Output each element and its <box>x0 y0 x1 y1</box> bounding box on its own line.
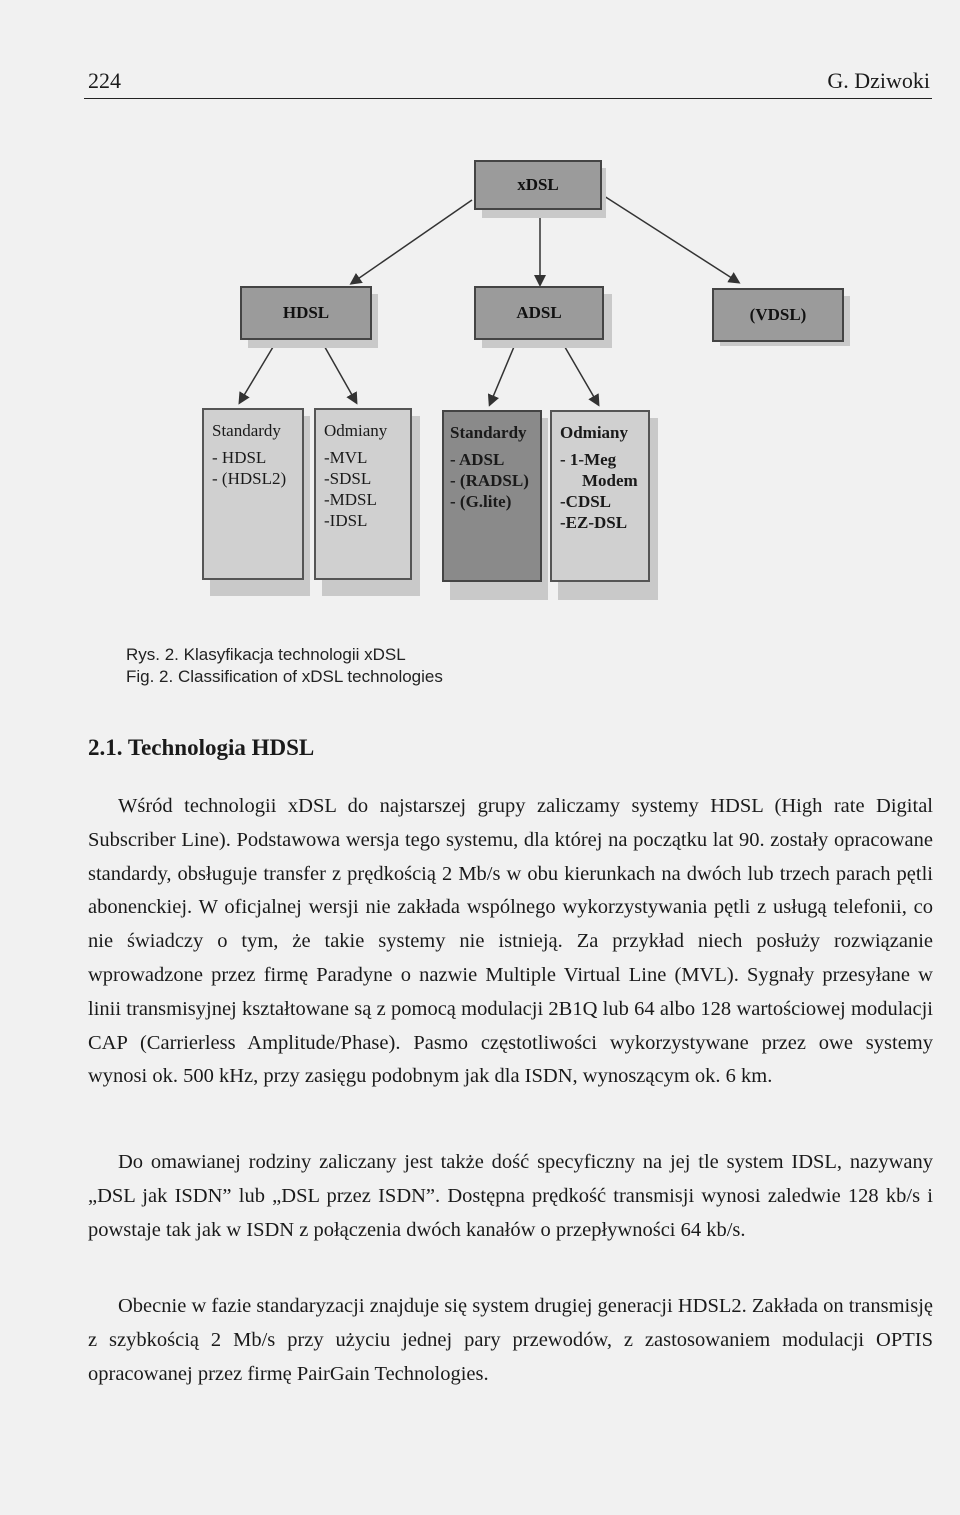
box-item: -MDSL <box>324 490 377 509</box>
box-title: Standardy <box>450 423 527 442</box>
box-item: - (HDSL2) <box>212 469 287 488</box>
box-title: Standardy <box>212 421 281 440</box>
body-paragraph-1 <box>88 790 933 1094</box>
body-paragraph-3 <box>88 1290 933 1391</box>
box-vdsl: (VDSL) <box>712 288 844 342</box>
box-item: -EZ-DSL <box>560 513 628 532</box>
box-item: - 1-Meg <box>560 450 617 469</box>
connector-xdsl-vdsl <box>604 196 738 282</box>
box-item: -IDSL <box>324 511 368 530</box>
body-paragraph-2 <box>88 1146 933 1247</box>
box-item: - (G.lite) <box>450 492 512 511</box>
box-item: - (RADSL) <box>450 471 529 490</box>
box-item: - HDSL <box>212 448 267 467</box>
paragraph-text: Obecnie w fazie standaryzacji znajduje się system drugiej generacji HDSL2. Zakłada on transmisję z szybkością 2 Mb/s przy użyciu jednej pary przewodów, z zastosowaniem modulacji OPTIS opracowanej przez firmę PairGain Technologies. <box>88 1295 933 1385</box>
connector-adsl-standards <box>490 342 516 404</box>
box-item: Modem <box>582 471 638 490</box>
page-number: 224 <box>88 68 121 93</box>
xdsl-classification-diagram <box>0 0 960 620</box>
figure-caption-pl: Rys. 2. Klasyfikacja technologii xDSL <box>126 645 406 664</box>
connector-adsl-variants <box>562 342 598 404</box>
root-box-xdsl: xDSL <box>474 160 602 210</box>
running-header-author: G. Dziwoki <box>827 68 930 93</box>
box-title: Odmiany <box>560 423 629 442</box>
box-item: - ADSL <box>450 450 505 469</box>
box-item: -SDSL <box>324 469 372 488</box>
box-adsl: ADSL <box>474 286 604 340</box>
box-item: -CDSL <box>560 492 612 511</box>
box-hdsl: HDSL <box>240 286 372 340</box>
paragraph-text: Wśród technologii xDSL do najstarszej grupy zaliczamy systemy HDSL (High rate Digital Subscriber Line). Podstawowa wersja tego systemu, dla której na początku lat 90. zostały opracowane standardy, obsługuje transfer z prędkością 2 Mb/s w obu kierunkach na dwóch lub trzech parach pętli abonenckiej. W oficjalnej wersji nie zakłada wspólnego wykorzystywania pętli z usługą telefonii, co nie świadczy o tym, że takie systemy nie istnieją. Za przykład niech posłuży rozwiązanie wprowadzone przez firmę Paradyne o nazwie Multiple Virtual Line (MVL). Sygnały przesyłane w linii transmisyjnej kształtowane są z pomocą modulacji 2B1Q lub 64 albo 128 wartościowej modulacji CAP (Carrierless Amplitude/Phase). Pasmo częstotliwości wykorzystywane przez owe systemy wynosi ok. 500 kHz, przy zasięgu podobnym jak dla ISDN, wynoszącym ok. 6 km. <box>88 795 933 1088</box>
connector-hdsl-variants <box>322 342 356 402</box>
box-adsl-variants <box>550 410 650 582</box>
box-hdsl-variants <box>314 408 412 580</box>
box-item: -MVL <box>324 448 368 467</box>
section-title: 2.1. Technologia HDSL <box>88 735 315 760</box>
box-adsl-standards <box>442 410 542 582</box>
connector-xdsl-hdsl <box>352 200 472 283</box>
connector-hdsl-standards <box>240 342 276 402</box>
box-title: Odmiany <box>324 421 388 440</box>
box-hdsl-standards <box>202 408 304 580</box>
paragraph-text: Do omawianej rodziny zaliczany jest także dość specyficzny na jej tle system IDSL, nazywany „DSL jak ISDN” lub „DSL przez ISDN”. Dostępna prędkość transmisji wynosi zaledwie 128 kb/s i powstaje tak jak w ISDN z połączenia dwóch kanałów o przepływności 64 kb/s. <box>88 1151 933 1241</box>
figure-caption-en: Fig. 2. Classification of xDSL technologies <box>126 667 443 686</box>
